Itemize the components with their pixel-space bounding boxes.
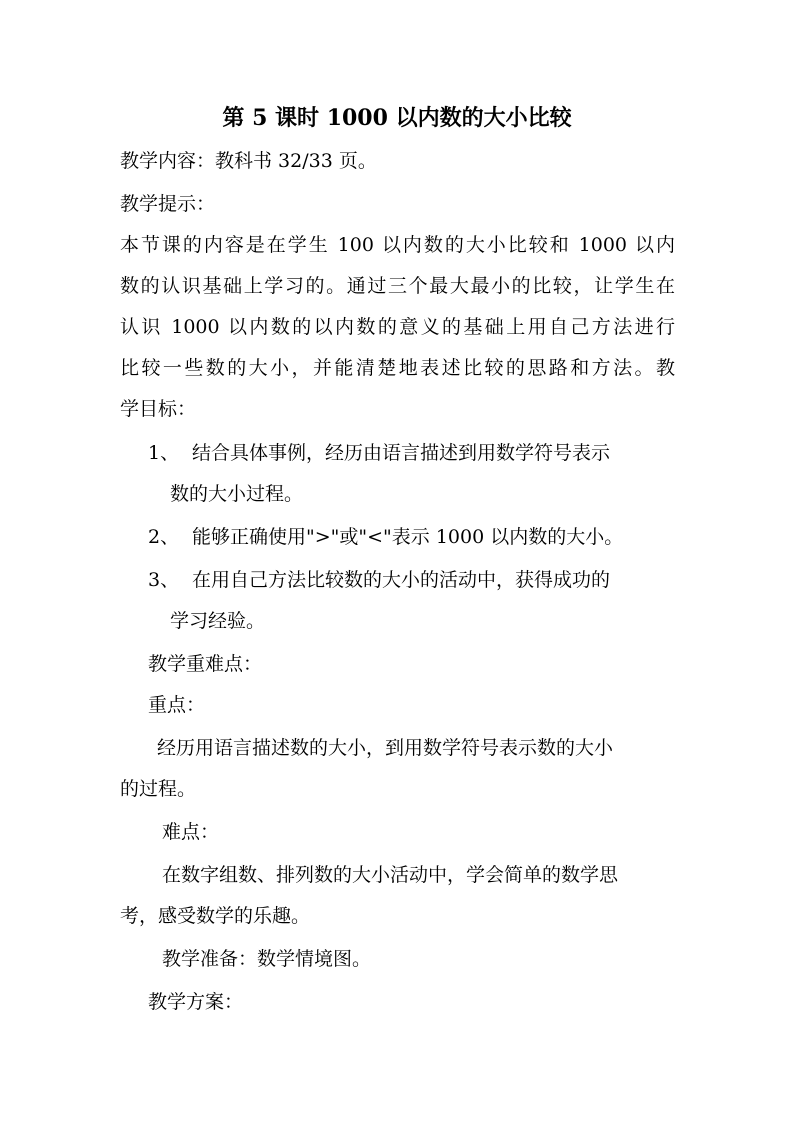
hint-label: 教学提示： bbox=[120, 193, 216, 215]
difficulty-text-2: 考，感受数学的乐趣。 bbox=[120, 905, 311, 927]
goal-2-text: 能够正确使用">"或"<"表示 1000 以内数的大小。 bbox=[192, 526, 624, 548]
key-point-text-1: 经历用语言描述数的大小，到用数学符号表示数的大小 bbox=[157, 737, 614, 759]
goal-3-text: 在用自己方法比较数的大小的活动中，获得成功的 bbox=[192, 569, 611, 591]
difficulty-label: 难点： bbox=[162, 821, 220, 843]
goal-1-number: 1、 bbox=[148, 442, 180, 464]
plan-label: 教学方案： bbox=[148, 991, 244, 1013]
goal-3-continuation: 学习经验。 bbox=[170, 610, 266, 632]
goal-1-continuation: 数的大小过程。 bbox=[170, 483, 304, 505]
content-line: 教学内容：教科书 32/33 页。 bbox=[120, 150, 377, 172]
goal-1-text: 结合具体事例，经历由语言描述到用数学符号表示 bbox=[192, 442, 611, 464]
page-title: 第 5 课时 1000 以内数的大小比较 bbox=[222, 105, 572, 131]
goal-3 bbox=[148, 565, 610, 595]
paragraph-line-5: 学目标： bbox=[120, 398, 197, 420]
preparation-line: 教学准备：数学情境图。 bbox=[162, 948, 372, 970]
goal-2-number: 2、 bbox=[148, 526, 180, 548]
paragraph-line-3: 认识 1000 以内数的以内数的意义的基础上用自己方法进行 bbox=[120, 316, 675, 338]
paragraph-line-2: 数的认识基础上学习的。通过三个最大最小的比较，让学生在 bbox=[120, 275, 675, 297]
paragraph-line-4: 比较一些数的大小，并能清楚地表述比较的思路和方法。教 bbox=[120, 357, 675, 379]
key-difficulty-label: 教学重难点： bbox=[148, 653, 263, 675]
goal-3-number: 3、 bbox=[148, 569, 180, 591]
difficulty-text-1: 在数字组数、排列数的大小活动中，学会简单的数学思 bbox=[162, 864, 619, 886]
key-point-text-2: 的过程。 bbox=[120, 778, 197, 800]
paragraph-line-1: 本节课的内容是在学生 100 以内数的大小比较和 1000 以内 bbox=[120, 234, 675, 256]
key-point-label: 重点： bbox=[148, 694, 206, 716]
goal-2 bbox=[148, 522, 623, 552]
goal-1 bbox=[148, 438, 610, 468]
